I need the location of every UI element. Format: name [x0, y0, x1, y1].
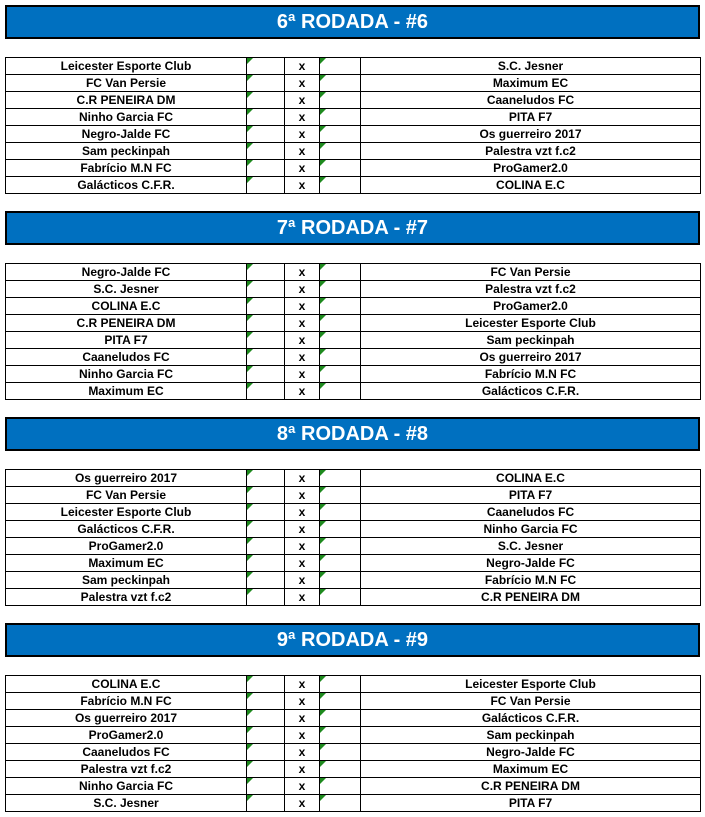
match-row — [6, 538, 701, 555]
home-team-cell[interactable]: Maximum EC — [6, 383, 247, 400]
versus-cell: x — [285, 349, 320, 366]
home-score-cell[interactable] — [247, 332, 285, 349]
away-score-cell[interactable] — [320, 778, 361, 795]
versus-cell: x — [285, 264, 320, 281]
home-team-cell[interactable]: ProGamer2.0 — [6, 727, 247, 744]
home-team-cell[interactable]: ProGamer2.0 — [6, 538, 247, 555]
home-team-cell[interactable]: Leicester Esporte Club — [6, 58, 247, 75]
home-team-cell[interactable]: Leicester Esporte Club — [6, 504, 247, 521]
home-score-cell[interactable] — [247, 589, 285, 606]
match-row — [6, 349, 701, 366]
away-score-cell[interactable] — [320, 521, 361, 538]
match-row — [6, 487, 701, 504]
versus-cell: x — [285, 676, 320, 693]
away-score-cell[interactable] — [320, 366, 361, 383]
away-team-cell[interactable]: Ninho Garcia FC — [361, 521, 701, 538]
home-score-cell[interactable] — [247, 761, 285, 778]
away-team-cell[interactable]: Caaneludos FC — [361, 92, 701, 109]
away-team-cell[interactable]: PITA F7 — [361, 487, 701, 504]
versus-cell: x — [285, 538, 320, 555]
versus-cell: x — [285, 778, 320, 795]
away-team-cell[interactable]: C.R PENEIRA DM — [361, 778, 701, 795]
home-team-cell[interactable]: Galácticos C.F.R. — [6, 177, 247, 194]
versus-cell: x — [285, 298, 320, 315]
match-row — [6, 177, 701, 194]
round-header: 7ª RODADA - #7 — [5, 211, 700, 245]
versus-cell: x — [285, 92, 320, 109]
home-team-cell[interactable]: Negro-Jalde FC — [6, 126, 247, 143]
away-score-cell[interactable] — [320, 795, 361, 812]
home-score-cell[interactable] — [247, 727, 285, 744]
match-row — [6, 109, 701, 126]
away-team-cell[interactable]: ProGamer2.0 — [361, 298, 701, 315]
away-team-cell[interactable]: Leicester Esporte Club — [361, 315, 701, 332]
home-score-cell[interactable] — [247, 58, 285, 75]
away-score-cell[interactable] — [320, 143, 361, 160]
away-score-cell[interactable] — [320, 109, 361, 126]
away-score-cell[interactable] — [320, 555, 361, 572]
matches-table — [5, 675, 701, 812]
match-row — [6, 383, 701, 400]
versus-cell: x — [285, 504, 320, 521]
away-score-cell[interactable] — [320, 572, 361, 589]
home-team-cell[interactable]: S.C. Jesner — [6, 795, 247, 812]
away-team-cell[interactable]: PITA F7 — [361, 109, 701, 126]
versus-cell: x — [285, 761, 320, 778]
versus-cell: x — [285, 143, 320, 160]
match-row — [6, 778, 701, 795]
versus-cell: x — [285, 693, 320, 710]
away-team-cell[interactable]: Caaneludos FC — [361, 504, 701, 521]
away-score-cell[interactable] — [320, 676, 361, 693]
home-team-cell[interactable]: Fabrício M.N FC — [6, 693, 247, 710]
home-team-cell[interactable]: C.R PENEIRA DM — [6, 315, 247, 332]
versus-cell: x — [285, 281, 320, 298]
away-team-cell[interactable]: C.R PENEIRA DM — [361, 589, 701, 606]
away-team-cell[interactable]: Sam peckinpah — [361, 332, 701, 349]
match-row — [6, 366, 701, 383]
versus-cell: x — [285, 109, 320, 126]
away-score-cell[interactable] — [320, 126, 361, 143]
matches-table — [5, 469, 701, 606]
round-block — [5, 211, 700, 398]
away-score-cell[interactable] — [320, 538, 361, 555]
home-score-cell[interactable] — [247, 487, 285, 504]
away-team-cell[interactable]: S.C. Jesner — [361, 58, 701, 75]
match-row — [6, 727, 701, 744]
versus-cell: x — [285, 332, 320, 349]
round-header: 9ª RODADA - #9 — [5, 623, 700, 657]
home-score-cell[interactable] — [247, 693, 285, 710]
home-team-cell[interactable]: Palestra vzt f.c2 — [6, 761, 247, 778]
away-score-cell[interactable] — [320, 281, 361, 298]
versus-cell: x — [285, 177, 320, 194]
away-score-cell[interactable] — [320, 92, 361, 109]
versus-cell: x — [285, 487, 320, 504]
away-score-cell[interactable] — [320, 298, 361, 315]
home-team-cell[interactable]: Os guerreiro 2017 — [6, 470, 247, 487]
versus-cell: x — [285, 470, 320, 487]
away-team-cell[interactable]: Maximum EC — [361, 75, 701, 92]
versus-cell: x — [285, 366, 320, 383]
away-team-cell[interactable]: ProGamer2.0 — [361, 160, 701, 177]
match-row — [6, 795, 701, 812]
home-score-cell[interactable] — [247, 298, 285, 315]
away-score-cell[interactable] — [320, 58, 361, 75]
away-score-cell[interactable] — [320, 761, 361, 778]
home-team-cell[interactable]: Sam peckinpah — [6, 143, 247, 160]
home-team-cell[interactable]: Caaneludos FC — [6, 744, 247, 761]
versus-cell: x — [285, 795, 320, 812]
home-score-cell[interactable] — [247, 538, 285, 555]
home-score-cell[interactable] — [247, 177, 285, 194]
home-team-cell[interactable]: COLINA E.C — [6, 298, 247, 315]
versus-cell: x — [285, 315, 320, 332]
away-score-cell[interactable] — [320, 160, 361, 177]
match-row — [6, 761, 701, 778]
away-score-cell[interactable] — [320, 589, 361, 606]
away-score-cell[interactable] — [320, 177, 361, 194]
match-row — [6, 143, 701, 160]
home-score-cell[interactable] — [247, 126, 285, 143]
match-row — [6, 315, 701, 332]
match-row — [6, 504, 701, 521]
home-team-cell[interactable]: Caaneludos FC — [6, 349, 247, 366]
versus-cell: x — [285, 58, 320, 75]
home-score-cell[interactable] — [247, 109, 285, 126]
away-team-cell[interactable]: Sam peckinpah — [361, 727, 701, 744]
away-score-cell[interactable] — [320, 470, 361, 487]
away-team-cell[interactable]: COLINA E.C — [361, 470, 701, 487]
away-team-cell[interactable]: Os guerreiro 2017 — [361, 126, 701, 143]
home-score-cell[interactable] — [247, 366, 285, 383]
away-team-cell[interactable]: Fabrício M.N FC — [361, 572, 701, 589]
match-row — [6, 693, 701, 710]
away-score-cell[interactable] — [320, 349, 361, 366]
home-score-cell[interactable] — [247, 572, 285, 589]
home-score-cell[interactable] — [247, 795, 285, 812]
versus-cell: x — [285, 744, 320, 761]
match-row — [6, 710, 701, 727]
home-team-cell[interactable]: Sam peckinpah — [6, 572, 247, 589]
match-row — [6, 470, 701, 487]
away-score-cell[interactable] — [320, 383, 361, 400]
match-row — [6, 160, 701, 177]
round-block — [5, 5, 700, 192]
match-row — [6, 281, 701, 298]
away-team-cell[interactable]: Palestra vzt f.c2 — [361, 281, 701, 298]
match-row — [6, 92, 701, 109]
home-score-cell[interactable] — [247, 778, 285, 795]
away-team-cell[interactable]: COLINA E.C — [361, 177, 701, 194]
away-team-cell[interactable]: Fabrício M.N FC — [361, 366, 701, 383]
home-team-cell[interactable]: FC Van Persie — [6, 487, 247, 504]
match-row — [6, 264, 701, 281]
home-score-cell[interactable] — [247, 470, 285, 487]
match-row — [6, 298, 701, 315]
home-score-cell[interactable] — [247, 504, 285, 521]
away-team-cell[interactable]: Maximum EC — [361, 761, 701, 778]
versus-cell: x — [285, 572, 320, 589]
versus-cell: x — [285, 521, 320, 538]
home-team-cell[interactable]: Galácticos C.F.R. — [6, 521, 247, 538]
away-score-cell[interactable] — [320, 693, 361, 710]
away-score-cell[interactable] — [320, 710, 361, 727]
away-team-cell[interactable]: Galácticos C.F.R. — [361, 383, 701, 400]
away-score-cell[interactable] — [320, 75, 361, 92]
versus-cell: x — [285, 126, 320, 143]
away-team-cell[interactable]: Palestra vzt f.c2 — [361, 143, 701, 160]
home-team-cell[interactable]: Negro-Jalde FC — [6, 264, 247, 281]
home-team-cell[interactable]: S.C. Jesner — [6, 281, 247, 298]
away-score-cell[interactable] — [320, 264, 361, 281]
match-row — [6, 75, 701, 92]
home-score-cell[interactable] — [247, 75, 285, 92]
away-score-cell[interactable] — [320, 332, 361, 349]
versus-cell: x — [285, 75, 320, 92]
match-row — [6, 572, 701, 589]
away-team-cell[interactable]: FC Van Persie — [361, 693, 701, 710]
away-score-cell[interactable] — [320, 487, 361, 504]
home-score-cell[interactable] — [247, 160, 285, 177]
home-team-cell[interactable]: Ninho Garcia FC — [6, 366, 247, 383]
home-score-cell[interactable] — [247, 315, 285, 332]
matches-table — [5, 57, 701, 194]
away-team-cell[interactable]: Negro-Jalde FC — [361, 744, 701, 761]
home-score-cell[interactable] — [247, 92, 285, 109]
round-block — [5, 623, 700, 810]
away-team-cell[interactable]: Negro-Jalde FC — [361, 555, 701, 572]
home-team-cell[interactable]: FC Van Persie — [6, 75, 247, 92]
home-score-cell[interactable] — [247, 744, 285, 761]
home-score-cell[interactable] — [247, 521, 285, 538]
home-score-cell[interactable] — [247, 710, 285, 727]
away-team-cell[interactable]: Galácticos C.F.R. — [361, 710, 701, 727]
home-team-cell[interactable]: Ninho Garcia FC — [6, 109, 247, 126]
versus-cell: x — [285, 710, 320, 727]
home-score-cell[interactable] — [247, 143, 285, 160]
away-team-cell[interactable]: FC Van Persie — [361, 264, 701, 281]
versus-cell: x — [285, 589, 320, 606]
home-team-cell[interactable]: Palestra vzt f.c2 — [6, 589, 247, 606]
match-row — [6, 58, 701, 75]
match-row — [6, 676, 701, 693]
home-score-cell[interactable] — [247, 555, 285, 572]
match-row — [6, 589, 701, 606]
home-team-cell[interactable]: PITA F7 — [6, 332, 247, 349]
home-team-cell[interactable]: Maximum EC — [6, 555, 247, 572]
versus-cell: x — [285, 160, 320, 177]
round-block — [5, 417, 700, 604]
match-row — [6, 332, 701, 349]
home-score-cell[interactable] — [247, 281, 285, 298]
home-team-cell[interactable]: Os guerreiro 2017 — [6, 710, 247, 727]
match-row — [6, 555, 701, 572]
match-row — [6, 126, 701, 143]
away-team-cell[interactable]: Os guerreiro 2017 — [361, 349, 701, 366]
home-team-cell[interactable]: Ninho Garcia FC — [6, 778, 247, 795]
matches-table — [5, 263, 701, 400]
away-score-cell[interactable] — [320, 727, 361, 744]
away-score-cell[interactable] — [320, 504, 361, 521]
round-header: 6ª RODADA - #6 — [5, 5, 700, 39]
away-score-cell[interactable] — [320, 315, 361, 332]
match-row — [6, 744, 701, 761]
home-score-cell[interactable] — [247, 349, 285, 366]
home-score-cell[interactable] — [247, 383, 285, 400]
versus-cell: x — [285, 727, 320, 744]
home-score-cell[interactable] — [247, 264, 285, 281]
home-team-cell[interactable]: C.R PENEIRA DM — [6, 92, 247, 109]
match-row — [6, 521, 701, 538]
away-team-cell[interactable]: Leicester Esporte Club — [361, 676, 701, 693]
away-team-cell[interactable]: PITA F7 — [361, 795, 701, 812]
away-team-cell[interactable]: S.C. Jesner — [361, 538, 701, 555]
home-team-cell[interactable]: Fabrício M.N FC — [6, 160, 247, 177]
home-score-cell[interactable] — [247, 676, 285, 693]
round-header: 8ª RODADA - #8 — [5, 417, 700, 451]
versus-cell: x — [285, 383, 320, 400]
versus-cell: x — [285, 555, 320, 572]
away-score-cell[interactable] — [320, 744, 361, 761]
home-team-cell[interactable]: COLINA E.C — [6, 676, 247, 693]
